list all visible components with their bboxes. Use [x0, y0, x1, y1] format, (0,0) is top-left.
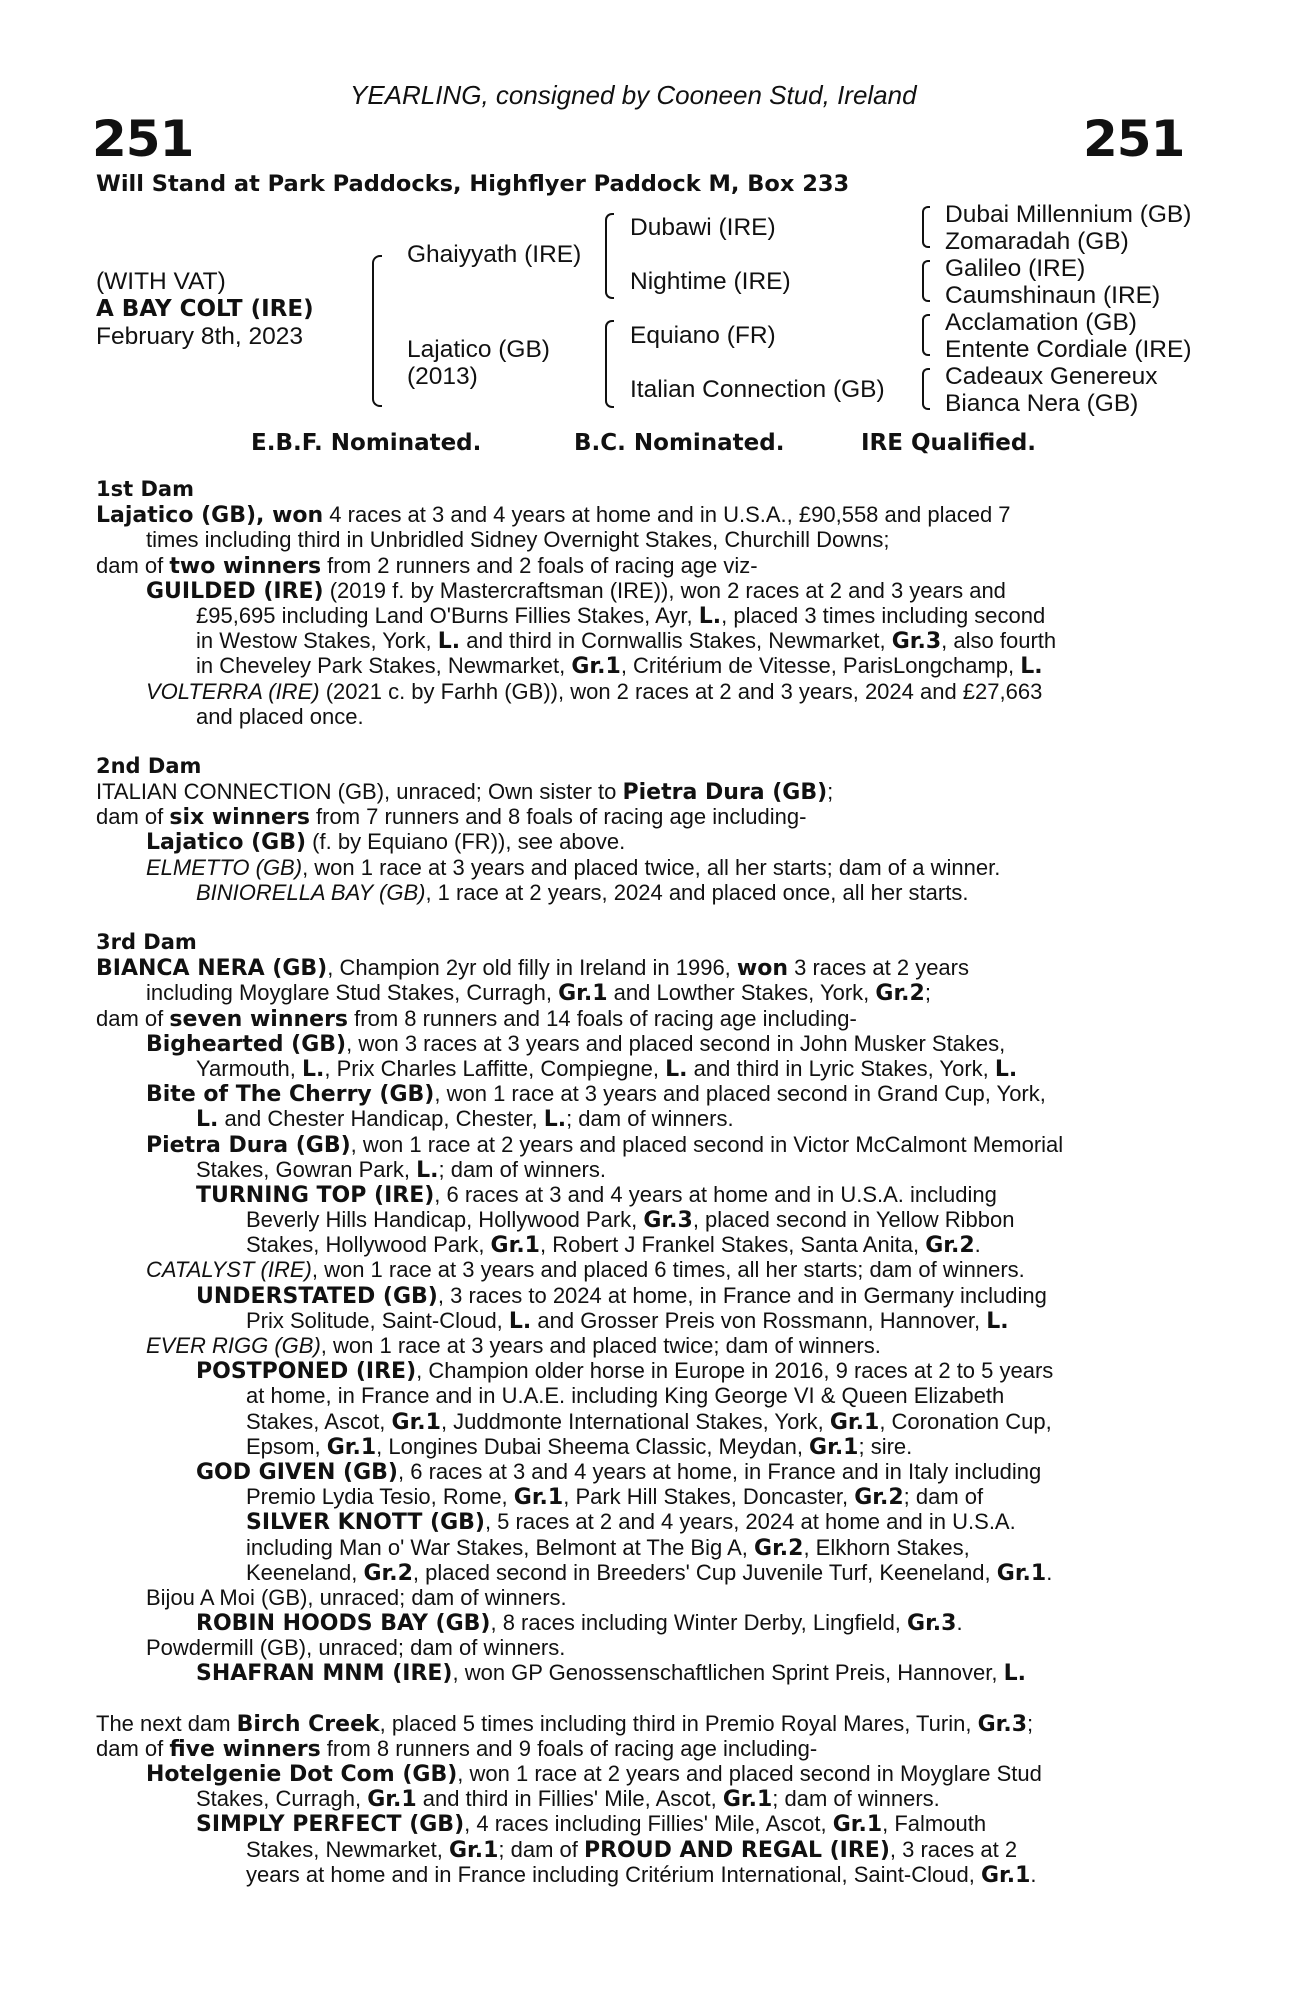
catalogue-body — [96, 477, 1196, 1887]
text: , won 3 races at 3 years and placed second in John Musker Stakes, — [346, 1030, 1006, 1056]
third-dam-line — [96, 1383, 1196, 1408]
lot-number-left: 251 — [92, 110, 194, 168]
first-dam-line — [96, 628, 1196, 653]
third-dam-line — [96, 1106, 1196, 1131]
third-dam-line — [96, 1283, 1196, 1308]
text: , won GP Genossenschaftlichen Sprint Preis, Hannover, — [452, 1660, 1004, 1686]
text: ; sire. — [858, 1433, 913, 1459]
text: . — [1046, 1559, 1053, 1585]
text: dam of — [96, 1735, 170, 1761]
third-dam-line — [96, 1358, 1196, 1383]
third-dam-line — [96, 1157, 1196, 1182]
text: in Cheveley Park Stakes, Newmarket, — [196, 653, 572, 679]
emphasis: Gr.1 — [448, 1837, 499, 1863]
first-dam-heading: 1st Dam — [96, 477, 194, 501]
emphasis: POSTPONED (IRE) — [196, 1359, 417, 1385]
emphasis: Gr.3 — [977, 1711, 1027, 1737]
emphasis: Gr.1 — [996, 1560, 1047, 1586]
text: ; — [1027, 1710, 1034, 1736]
text: Powdermill (GB), unraced; dam of winners. — [146, 1635, 566, 1661]
text: , Falmouth — [882, 1811, 987, 1837]
text: Stakes, Newmarket, — [246, 1836, 449, 1862]
emphasis: EVER RIGG (GB) — [146, 1333, 321, 1358]
text: , placed 3 times including second — [721, 602, 1046, 628]
third-dam-line — [96, 1257, 1196, 1282]
text: , also fourth — [941, 628, 1057, 654]
bc-nomination: B.C. Nominated. — [574, 430, 785, 456]
emphasis: GOD GIVEN (GB) — [196, 1459, 398, 1485]
text: , Critérium de Vitesse, ParisLongchamp, — [620, 653, 1021, 679]
progeny-name: BINIORELLA BAY (GB) — [196, 879, 426, 905]
text: , won 1 race at 3 years and placed second in Grand Cup, York, — [434, 1081, 1046, 1107]
third-dam-line — [96, 1333, 1196, 1358]
emphasis: BIANCA NERA (GB) — [96, 956, 328, 982]
text: , Coronation Cup, — [879, 1408, 1052, 1434]
third-dam-line — [96, 1635, 1196, 1660]
next-dam-line — [96, 1711, 1196, 1736]
brace-sire — [605, 213, 614, 299]
lot-name: A BAY COLT (IRE) — [96, 296, 314, 322]
text: from 8 runners and 9 foals of racing age including- — [320, 1735, 818, 1761]
emphasis: Gr.2 — [363, 1560, 413, 1586]
text: £95,695 including Land O'Burns Fillies Stakes, Ayr, — [196, 602, 699, 628]
text: , Robert J Frankel Stakes, Santa Anita, — [539, 1232, 926, 1258]
third-dam-line — [96, 1132, 1196, 1157]
next-dam-line — [96, 1786, 1196, 1811]
next-dam-line — [96, 1736, 1196, 1761]
text: Keeneland, — [246, 1559, 364, 1585]
dam-dam: Italian Connection (GB) — [630, 376, 885, 403]
emphasis: Gr.1 — [490, 1233, 540, 1259]
dam-dam-sire: Cadeaux Genereux — [945, 363, 1158, 390]
text: ; dam of winners. — [772, 1786, 940, 1812]
emphasis: TURNING TOP (IRE) — [196, 1182, 435, 1208]
sire-dam: Nightime (IRE) — [630, 268, 791, 295]
brace-sd — [922, 260, 930, 302]
text: and third in Cornwallis Stakes, Newmarket, — [460, 628, 892, 654]
text: , 1 race at 2 years, 2024 and placed once, all her starts. — [425, 879, 969, 905]
text: ; dam of winners. — [566, 1106, 734, 1132]
emphasis: L. — [416, 1157, 439, 1183]
race-grade: L. — [1020, 654, 1043, 680]
emphasis: ROBIN HOODS BAY (GB) — [196, 1611, 491, 1637]
text: ; dam of — [498, 1836, 584, 1862]
first-dam-line — [96, 502, 1196, 527]
second-dam-line — [96, 779, 1196, 804]
first-dam-line — [96, 603, 1196, 628]
emphasis: L. — [665, 1056, 688, 1082]
dam-name: Lajatico (GB), won — [96, 503, 324, 529]
text: Bijou A Moi (GB), unraced; dam of winners. — [146, 1584, 567, 1610]
first-dam-line — [96, 578, 1196, 603]
text: and Lowther Stakes, York, — [607, 980, 876, 1006]
text: , won 1 race at 3 years and placed 6 times, all her starts; dam of winners. — [311, 1257, 1025, 1283]
progeny-name: Lajatico (GB) — [146, 830, 307, 856]
third-dam-line — [96, 1560, 1196, 1585]
third-dam-line — [96, 1585, 1196, 1610]
text: Stakes, Ascot, — [246, 1408, 392, 1434]
text: 4 races at 3 and 4 years at home and in U.S.A., £90,558 and placed 7 — [323, 502, 1011, 528]
emphasis: Gr.1 — [832, 1812, 883, 1838]
text: in Westow Stakes, York, — [196, 628, 438, 654]
emphasis: Gr.2 — [875, 981, 925, 1007]
third-dam-line — [96, 1182, 1196, 1207]
text: , 4 races including Fillies' Mile, Ascot, — [464, 1811, 833, 1837]
second-dam-line — [96, 880, 1196, 905]
text: , 6 races at 3 and 4 years at home and in U.S.A. including — [434, 1181, 997, 1207]
text: . — [956, 1610, 963, 1636]
next-dam-line — [96, 1811, 1196, 1836]
dam-dam-dam: Bianca Nera (GB) — [945, 390, 1139, 417]
emphasis: Gr.1 — [513, 1485, 564, 1511]
dam-sire-sire: Acclamation (GB) — [945, 309, 1137, 336]
emphasis: L. — [301, 1056, 325, 1082]
third-dam-line — [96, 1056, 1196, 1081]
text: from 2 runners and 2 foals of racing age viz- — [321, 552, 758, 578]
text: dam of — [96, 552, 170, 578]
sire: Ghaiyyath (IRE) — [407, 241, 582, 268]
text: (f. by Equiano (FR)), see above. — [306, 829, 626, 855]
emphasis: Gr.1 — [829, 1409, 880, 1435]
race-grade: Gr.3 — [891, 629, 942, 655]
text: , won 1 race at 2 years and placed second in Victor McCalmont Memorial — [350, 1131, 1064, 1157]
first-dam-line — [96, 653, 1196, 678]
emphasis: Birch Creek — [236, 1711, 380, 1737]
text: , Park Hill Stakes, Doncaster, — [563, 1484, 855, 1510]
text: 3 races at 2 years — [788, 955, 969, 981]
emphasis: Hotelgenie Dot Com (GB) — [146, 1762, 458, 1787]
text: , placed second in Yellow Ribbon — [692, 1207, 1015, 1233]
third-dam-line — [96, 1409, 1196, 1434]
text: from 8 runners and 14 foals of racing age including- — [348, 1005, 857, 1031]
text: , won 1 race at 3 years and placed twice, all her starts; dam of a winner. — [302, 854, 1001, 880]
emphasis: L. — [986, 1308, 1009, 1334]
first-dam-line: times including third in Unbridled Sidney Overnight Stakes, Churchill Downs; — [146, 527, 890, 553]
emphasis: Gr.1 — [809, 1434, 859, 1460]
next-dam-line — [96, 1761, 1196, 1786]
third-dam-line — [96, 1308, 1196, 1333]
text: ; dam of — [903, 1484, 984, 1510]
emphasis: won — [736, 956, 789, 982]
text: and third in Fillies' Mile, Ascot, — [416, 1786, 723, 1812]
emphasis: Gr.1 — [722, 1787, 773, 1813]
dam-sire: Equiano (FR) — [630, 322, 776, 349]
third-dam-line — [96, 1610, 1196, 1635]
second-dam-line — [96, 804, 1196, 829]
emphasis: Gr.3 — [907, 1611, 957, 1637]
text: including Moyglare Stud Stakes, Curragh, — [146, 980, 559, 1006]
ire-qualified: IRE Qualified. — [861, 430, 1037, 456]
sire-sire-dam: Zomaradah (GB) — [945, 228, 1129, 255]
text: and Grosser Preis von Rossmann, Hannover, — [531, 1307, 987, 1333]
third-dam-line — [96, 1232, 1196, 1257]
text: including Man o' War Stakes, Belmont at The Big A, — [246, 1534, 755, 1560]
emphasis: L. — [508, 1308, 532, 1334]
second-dam-heading: 2nd Dam — [96, 753, 202, 778]
brace-lot — [372, 255, 382, 407]
emphasis: L. — [196, 1107, 219, 1133]
text: Epsom, — [246, 1433, 327, 1459]
third-dam-heading: 3rd Dam — [96, 930, 197, 954]
text: , 6 races at 3 and 4 years at home, in France and in Italy including — [398, 1458, 1042, 1484]
text: ; — [924, 980, 931, 1006]
emphasis: SILVER KNOTT (GB) — [246, 1510, 485, 1536]
brace-dam — [605, 320, 614, 408]
text: Beverly Hills Handicap, Hollywood Park, — [246, 1207, 644, 1233]
dam: Lajatico (GB) — [407, 336, 550, 363]
emphasis: Bighearted (GB) — [146, 1031, 347, 1057]
emphasis: Gr.1 — [391, 1409, 441, 1435]
text: years at home and in France including Critérium International, Saint-Cloud, — [246, 1861, 981, 1887]
first-dam-line — [96, 679, 1196, 704]
third-dam-line — [96, 1081, 1196, 1106]
text: Yarmouth, — [196, 1055, 302, 1081]
text: , placed second in Breeders' Cup Juvenile Turf, Keeneland, — [412, 1559, 997, 1585]
text: dam of — [96, 804, 170, 830]
text: The next dam — [96, 1710, 237, 1736]
next-dam-section — [96, 1711, 1196, 1887]
ebf-nomination: E.B.F. Nominated. — [251, 430, 482, 456]
emphasis: CATALYST (IRE) — [146, 1257, 312, 1283]
text: , Champion 2yr old filly in Ireland in 1996, — [327, 955, 737, 981]
sire-dam-sire: Galileo (IRE) — [945, 255, 1086, 282]
emphasis: PROUD AND REGAL (IRE) — [583, 1837, 890, 1863]
progeny-name: VOLTERRA (IRE) — [146, 678, 320, 704]
date-of-birth: February 8th, 2023 — [96, 323, 304, 350]
emphasis: Gr.2 — [754, 1535, 804, 1561]
vat-note: (WITH VAT) — [96, 268, 226, 295]
emphasis: Gr.1 — [558, 981, 608, 1007]
third-dam-line — [96, 1434, 1196, 1459]
text: , 5 races at 2 and 4 years, 2024 at home and in U.S.A. — [484, 1509, 1016, 1535]
third-dam-line — [96, 1459, 1196, 1484]
text: , Prix Charles Laffitte, Compiegne, — [324, 1055, 666, 1081]
third-dam-line — [96, 1535, 1196, 1560]
text: dam of — [96, 1005, 170, 1031]
text: Stakes, Curragh, — [196, 1786, 368, 1812]
text: ; dam of winners. — [438, 1156, 606, 1182]
second-dam-line — [96, 855, 1196, 880]
third-dam-line — [96, 1509, 1196, 1534]
text: , 8 races including Winter Derby, Lingfield, — [490, 1610, 908, 1636]
first-dam-line — [96, 553, 1196, 578]
emphasis: seven winners — [169, 1006, 349, 1032]
text: Premio Lydia Tesio, Rome, — [246, 1484, 514, 1510]
emphasis: Pietra Dura (GB) — [146, 1132, 351, 1158]
third-dam-line — [96, 1207, 1196, 1232]
text: Prix Solitude, Saint-Cloud, — [246, 1307, 509, 1333]
brace-ds — [922, 314, 930, 356]
text: from 7 runners and 8 foals of racing age including- — [309, 804, 807, 830]
sire-sire: Dubawi (IRE) — [630, 214, 776, 241]
third-dam-line — [96, 1660, 1196, 1685]
race-grade: Gr.1 — [571, 654, 621, 680]
brace-dd — [922, 368, 930, 410]
text: , Champion older horse in Europe in 2016, 9 races at 2 to 5 years — [416, 1358, 1054, 1384]
next-dam-line — [96, 1837, 1196, 1862]
emphasis: L. — [543, 1107, 567, 1133]
third-dam-line — [96, 1006, 1196, 1031]
first-dam-line: and placed once. — [196, 703, 364, 729]
brace-ss — [922, 206, 930, 248]
lot-number-right: 251 — [1083, 110, 1185, 168]
emphasis: Gr.1 — [367, 1787, 417, 1813]
emphasis: SIMPLY PERFECT (GB) — [196, 1812, 465, 1838]
sire-dam-dam: Caumshinaun (IRE) — [945, 282, 1161, 309]
second-dam-line — [96, 829, 1196, 854]
text: . — [1030, 1861, 1037, 1887]
emphasis: Gr.2 — [925, 1233, 975, 1259]
consignor-subtitle: YEARLING, consigned by Cooneen Stud, Ireland — [350, 80, 917, 110]
emphasis: L. — [994, 1056, 1018, 1082]
text: (2019 f. by Mastercraftsman (IRE)), won 2 races at 2 and 3 years and — [323, 577, 1006, 603]
text: and Chester Handicap, Chester, — [218, 1106, 544, 1132]
text: at home, in France and in U.A.E. including King George VI & Queen Elizabeth — [246, 1383, 1005, 1409]
emphasis: Bite of The Cherry (GB) — [146, 1082, 435, 1108]
progeny-name: ELMETTO (GB) — [146, 854, 303, 880]
emphasis: five winners — [169, 1736, 321, 1762]
dam-year: (2013) — [407, 363, 478, 390]
emphasis: UNDERSTATED (GB) — [196, 1283, 438, 1309]
text: , placed 5 times including third in Premio Royal Mares, Turin, — [379, 1710, 978, 1736]
winners-count: two winners — [169, 553, 322, 579]
emphasis: Gr.3 — [643, 1208, 693, 1234]
text: , Longines Dubai Sheema Classic, Meydan, — [376, 1433, 810, 1459]
text: Stakes, Gowran Park, — [196, 1156, 417, 1182]
emphasis: L. — [1003, 1661, 1026, 1687]
dam-sire-dam: Entente Cordiale (IRE) — [945, 336, 1192, 363]
emphasis: Gr.1 — [980, 1862, 1031, 1888]
third-dam-line — [96, 1484, 1196, 1509]
text: , won 1 race at 2 years and placed second in Moyglare Stud — [457, 1761, 1042, 1786]
next-dam-line — [96, 1862, 1196, 1887]
winners-count: six winners — [169, 805, 310, 831]
race-grade: L. — [437, 629, 461, 655]
text: Stakes, Hollywood Park, — [246, 1232, 491, 1258]
text: ; — [827, 779, 834, 805]
text: . — [974, 1232, 981, 1258]
third-dam-line — [96, 1031, 1196, 1056]
third-dam-section — [96, 955, 1196, 1685]
text: (2021 c. by Farhh (GB)), won 2 races at 2 and 3 years, 2024 and £27,663 — [319, 678, 1043, 704]
emphasis: Gr.1 — [326, 1434, 377, 1460]
text: ITALIAN CONNECTION (GB), unraced; Own sister to — [96, 779, 623, 805]
sire-sire-sire: Dubai Millennium (GB) — [945, 201, 1192, 228]
third-dam-line — [96, 955, 1196, 980]
horse-name: Pietra Dura (GB) — [622, 780, 828, 806]
progeny-name: GUILDED (IRE) — [146, 578, 324, 604]
text: , Elkhorn Stakes, — [803, 1534, 970, 1560]
race-grade: L. — [698, 603, 722, 629]
text: , 3 races to 2024 at home, in France and in Germany including — [437, 1282, 1047, 1308]
stand-location: Will Stand at Park Paddocks, Highflyer Paddock M, Box 233 — [96, 171, 850, 197]
text: and third in Lyric Stakes, York, — [687, 1055, 995, 1081]
emphasis: Gr.2 — [854, 1485, 904, 1511]
text: , Juddmonte International Stakes, York, — [440, 1408, 830, 1434]
text: , 3 races at 2 — [889, 1836, 1018, 1862]
text: , won 1 race at 3 years and placed twice; dam of winners. — [320, 1333, 881, 1358]
third-dam-line — [96, 980, 1196, 1005]
emphasis: SHAFRAN MNM (IRE) — [196, 1661, 453, 1687]
